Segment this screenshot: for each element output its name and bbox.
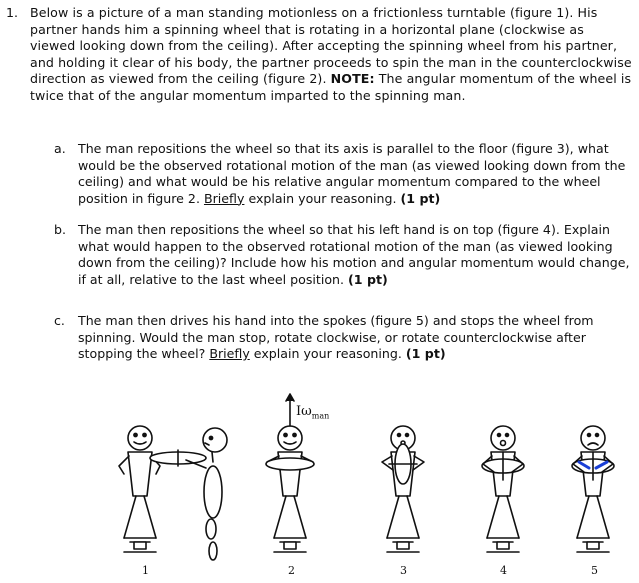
part-a-label: a. xyxy=(54,141,66,156)
figure-number-4: 4 xyxy=(500,564,507,577)
note-text: The angular momentum of the wheel is twice that of the angular momentum imparted to the spinning man. xyxy=(30,71,632,103)
i-omega-text: Iω xyxy=(296,404,312,419)
figure-number-1: 1 xyxy=(142,564,149,577)
figure-3-man xyxy=(382,426,424,552)
part-c-text: The man then drives his hand into the spokes (figure 5) and stops the wheel from spinning. Would the man stop, rotate clockwise, or rotate counterclockwise after stopping the wheel? xyxy=(78,313,594,361)
figure-5-man xyxy=(572,426,614,552)
intro-main: Below is a picture of a man standing motionless on a frictionless turntable (figure 1). His partner hands him a spinning wheel that is rotating in a horizontal plane (clockwise as viewed looking down from the ceiling). After accepting the spinning wheel from his partner, and holding it clear of his body, the partner proceeds to spin the man in the counterclockwise direction as viewed from the ceiling (figure 2). xyxy=(30,5,632,86)
part-a-text-after: explain your reasoning. xyxy=(248,190,397,206)
i-omega-sub: man xyxy=(311,411,330,421)
part-a-text: The man repositions the wheel so that its axis is parallel to the floor (figure 3), what would be the observed rotational motion of the man (as viewed looking down from the ceiling) and what would be his relative angular momentum compared to the wheel position in figure 2. xyxy=(78,141,626,206)
figure-1-partner xyxy=(186,428,227,560)
part-b-text: The man then repositions the wheel so that his left hand is on top (figure 4). Explain what would happen to the observed rotational motion of the man (as viewed looking down from the ceiling)? Include how his motion and angular momentum would change, if at all, relative to the last wheel position. xyxy=(78,222,630,287)
part-c-label: c. xyxy=(54,313,65,328)
part-c xyxy=(54,313,632,363)
question-number: 1. xyxy=(6,5,19,20)
part-a xyxy=(54,141,632,207)
part-a-points: (1 pt) xyxy=(400,190,441,206)
part-a-briefly: Briefly xyxy=(203,190,245,206)
part-c-text-after: explain your reasoning. xyxy=(253,346,402,361)
part-c-briefly: Briefly xyxy=(209,346,250,361)
part-c-points: (1 pt) xyxy=(405,346,446,361)
figure-1-man xyxy=(119,426,160,552)
part-b-label: b. xyxy=(54,222,66,237)
figure-number-3: 3 xyxy=(400,564,407,577)
figures-strip xyxy=(0,390,639,583)
figure-4-man xyxy=(482,426,524,552)
figure-number-2: 2 xyxy=(288,564,295,577)
note-label: NOTE: xyxy=(330,71,375,86)
question-intro xyxy=(30,5,632,104)
angular-momentum-label xyxy=(296,404,329,421)
figure-number-5: 5 xyxy=(591,564,598,577)
part-b-points: (1 pt) xyxy=(348,271,388,287)
part-b xyxy=(54,222,632,288)
